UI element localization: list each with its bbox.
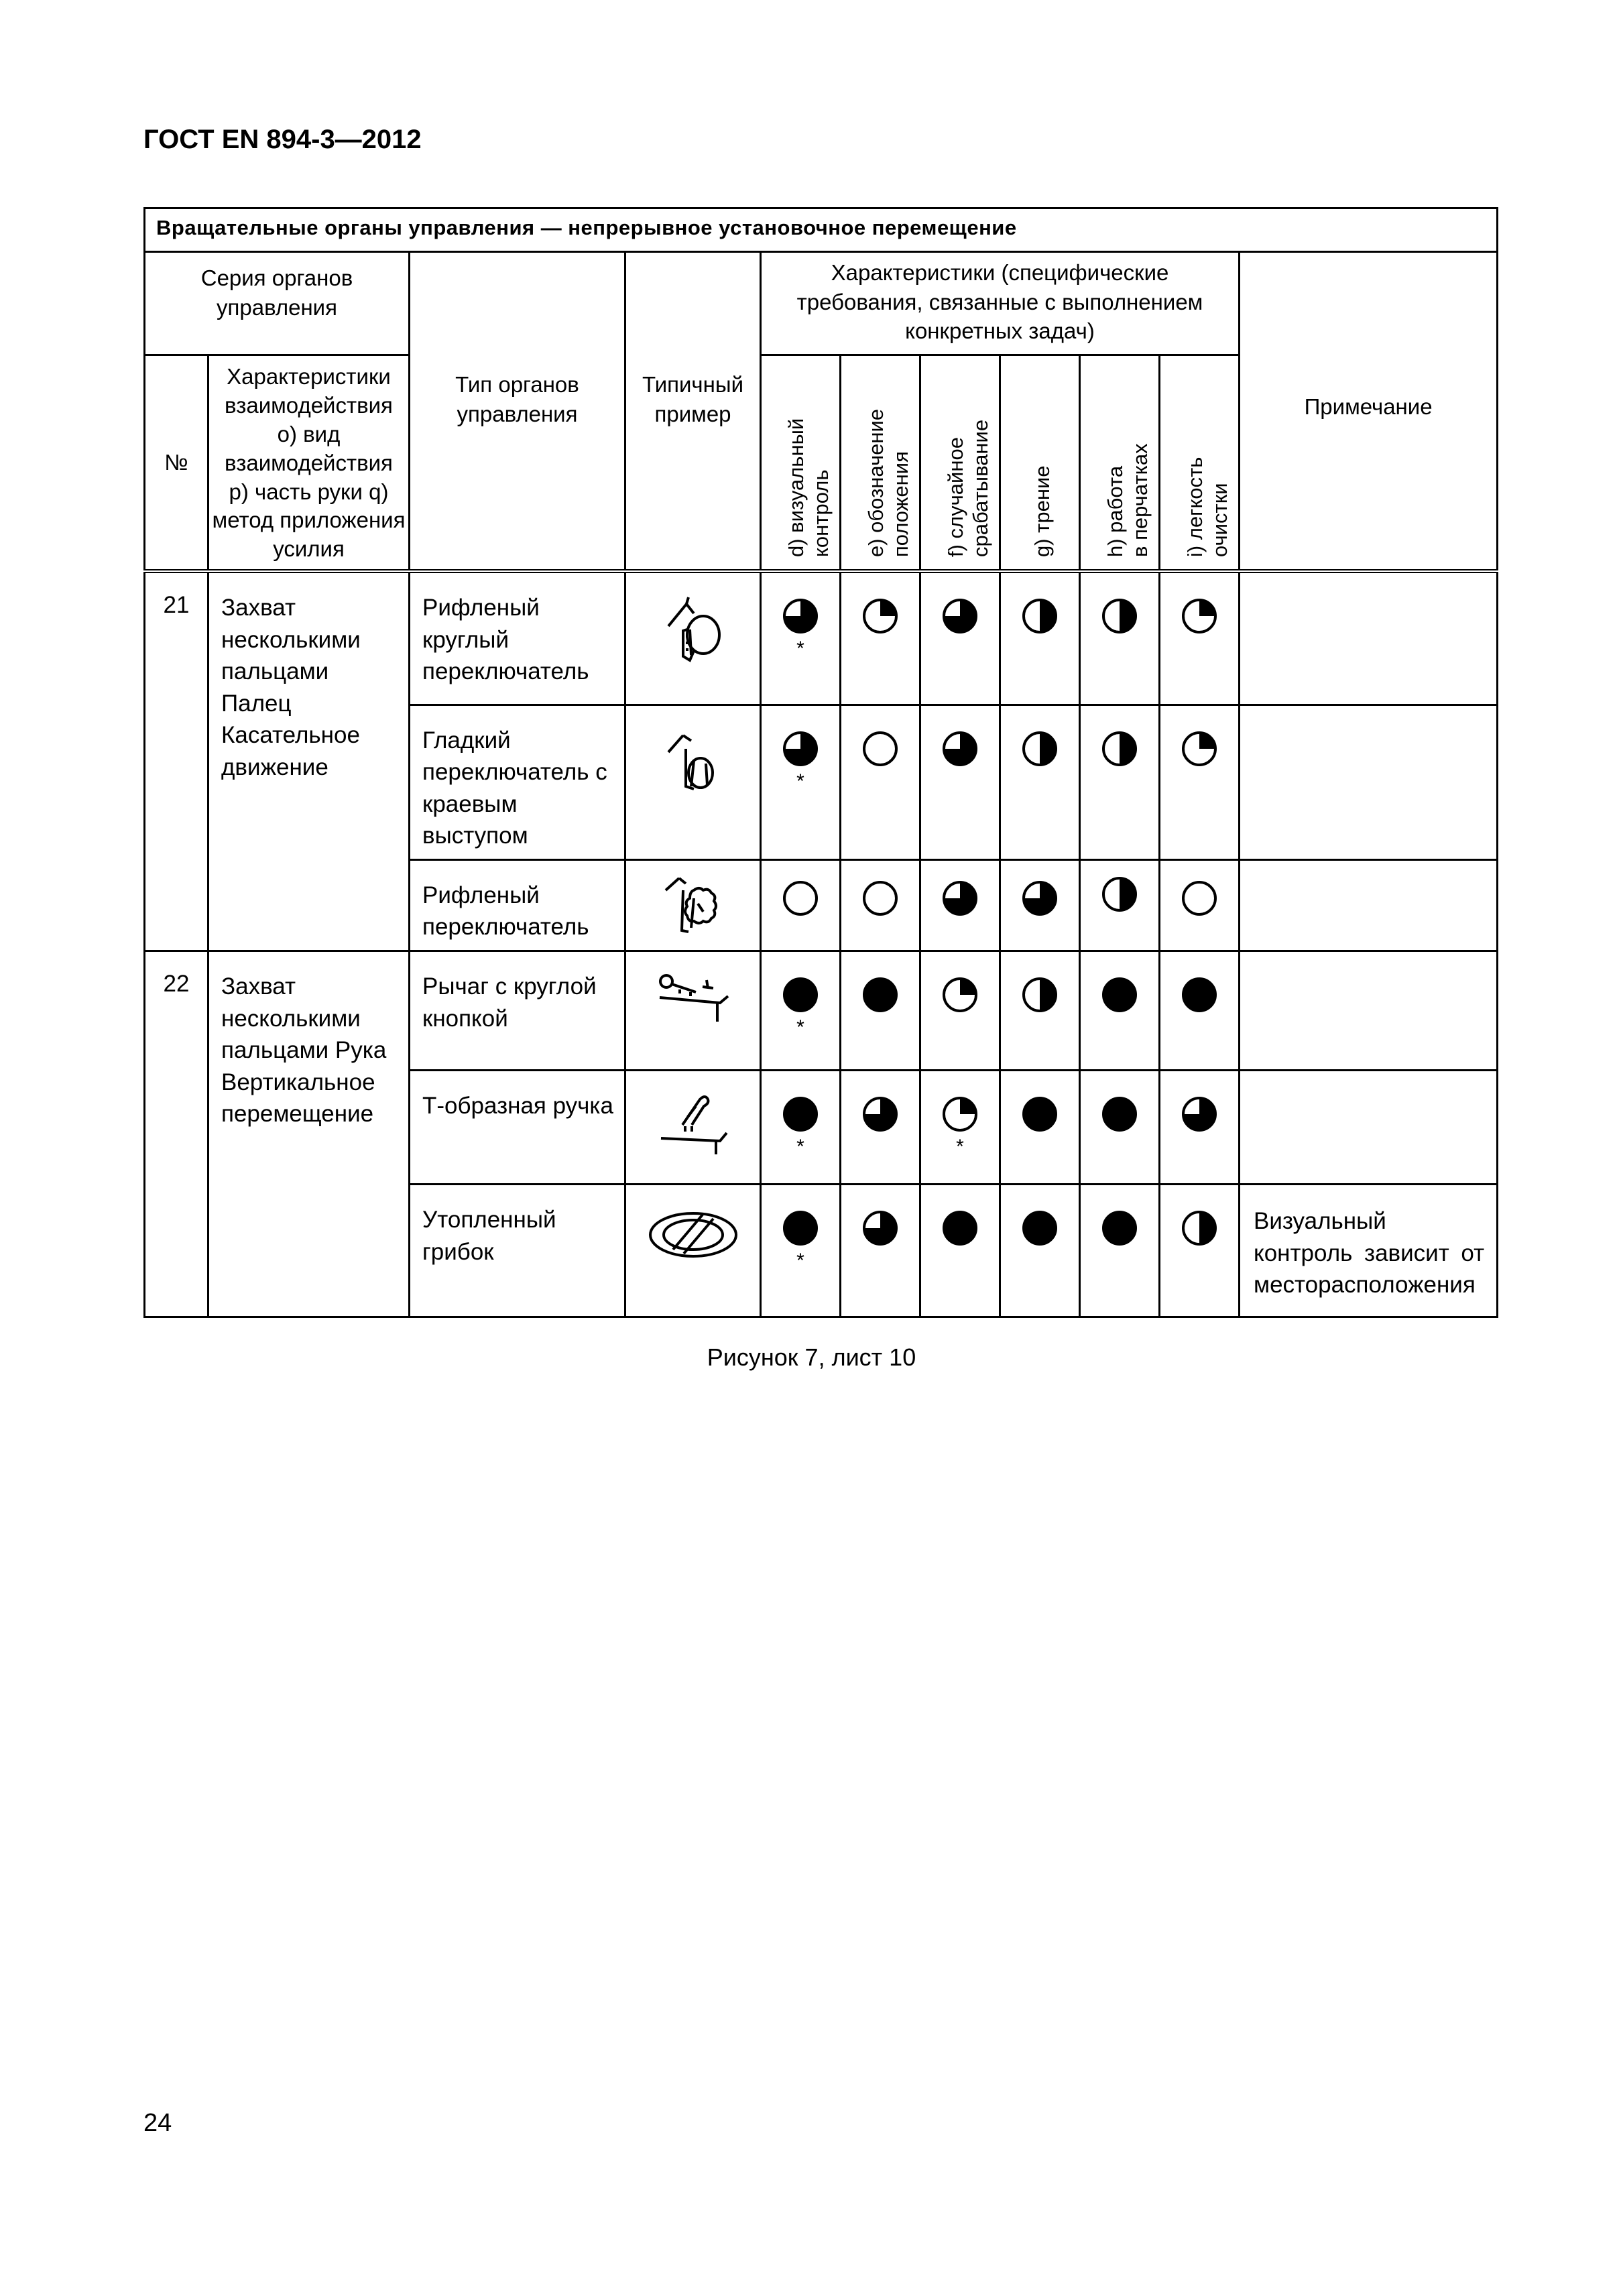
char-header-d: d) визуальный контроль <box>761 355 841 572</box>
rating-h <box>1080 859 1160 951</box>
char-header-f: f) случайное срабатывание <box>920 355 1000 572</box>
lever-with-round-knob-icon <box>625 951 761 1071</box>
group-interaction: Захват несколькими пальцами Палец Касательное движение <box>208 571 410 951</box>
control-type: Рифленый переключатель <box>410 859 625 951</box>
interaction-column-header: Характеристики взаимодействия о) вид взаимодействия р) часть руки q) метод приложения усилия <box>208 355 410 572</box>
row-note <box>1240 705 1498 859</box>
group-number: 22 <box>145 951 208 1317</box>
smooth-knob-with-skirt-icon <box>625 705 761 859</box>
char-header-g: g) трение <box>1000 355 1080 572</box>
table-title: Вращательные органы управления — непрерывное установочное перемещение <box>145 208 1498 252</box>
row-note <box>1240 1071 1498 1185</box>
row-note <box>1240 951 1498 1071</box>
rating-e <box>841 1071 920 1185</box>
number-column-header: № <box>145 355 208 572</box>
char-header-i: i) легкость очистки <box>1160 355 1240 572</box>
rating-g <box>1000 1185 1080 1317</box>
rating-i <box>1160 1185 1240 1317</box>
rating-h <box>1080 1071 1160 1185</box>
figure-caption: Рисунок 7, лист 10 <box>707 1343 916 1371</box>
rating-g <box>1000 1071 1080 1185</box>
rating-i <box>1160 705 1240 859</box>
rating-e <box>841 705 920 859</box>
rating-f <box>920 951 1000 1071</box>
char-header-h: h) работа в перчатках <box>1080 355 1160 572</box>
group-number: 21 <box>145 571 208 951</box>
control-type: Т-образная ручка <box>410 1071 625 1185</box>
table-row <box>145 951 1498 1071</box>
rating-h <box>1080 951 1160 1071</box>
rating-f <box>920 1185 1000 1317</box>
row-note: Визуальный контроль зависит от месторасположения <box>1240 1185 1498 1317</box>
rating-h <box>1080 705 1160 859</box>
rating-g <box>1000 859 1080 951</box>
rating-d: * <box>761 705 841 859</box>
ribbed-knob-icon <box>625 859 761 951</box>
rating-f <box>920 859 1000 951</box>
rating-f <box>920 571 1000 705</box>
row-note <box>1240 859 1498 951</box>
page-number: 24 <box>143 2109 172 2137</box>
control-type: Рифленый круглый переключатель <box>410 571 625 705</box>
rating-h <box>1080 1185 1160 1317</box>
group-interaction: Захват несколькими пальцами Рука Вертикальное перемещение <box>208 951 410 1317</box>
rating-d <box>761 859 841 951</box>
ribbed-round-knob-icon <box>625 571 761 705</box>
rating-d: * <box>761 1071 841 1185</box>
recessed-mushroom-icon <box>625 1185 761 1317</box>
rating-i <box>1160 1071 1240 1185</box>
characteristics-group-header: Характеристики (специфические требования, связанные с выполнением конкретных задач) <box>761 252 1240 355</box>
rating-d: * <box>761 951 841 1071</box>
note-column-header: Примечание <box>1240 252 1498 572</box>
rating-e <box>841 571 920 705</box>
rating-d: * <box>761 1185 841 1317</box>
control-type: Утопленный грибок <box>410 1185 625 1317</box>
rating-e <box>841 1185 920 1317</box>
char-header-e: e) обозначение положения <box>841 355 920 572</box>
rating-g <box>1000 705 1080 859</box>
example-column-header: Типичный пример <box>625 252 761 572</box>
row-note <box>1240 571 1498 705</box>
series-group-header: Серия органов управления <box>145 252 410 355</box>
table-row <box>145 571 1498 705</box>
controls-table <box>143 207 1498 1318</box>
rating-i <box>1160 571 1240 705</box>
rating-f <box>920 705 1000 859</box>
rating-i <box>1160 951 1240 1071</box>
rating-g <box>1000 951 1080 1071</box>
rating-e <box>841 859 920 951</box>
document-code: ГОСТ EN 894-3—2012 <box>143 125 422 154</box>
control-type: Рычаг с круглой кнопкой <box>410 951 625 1071</box>
rating-h <box>1080 571 1160 705</box>
rating-e <box>841 951 920 1071</box>
rating-i <box>1160 859 1240 951</box>
t-handle-icon <box>625 1071 761 1185</box>
rating-d: * <box>761 571 841 705</box>
type-column-header: Тип органов управления <box>410 252 625 572</box>
rating-g <box>1000 571 1080 705</box>
control-type: Гладкий переключатель с краевым выступом <box>410 705 625 859</box>
rating-f: * <box>920 1071 1000 1185</box>
